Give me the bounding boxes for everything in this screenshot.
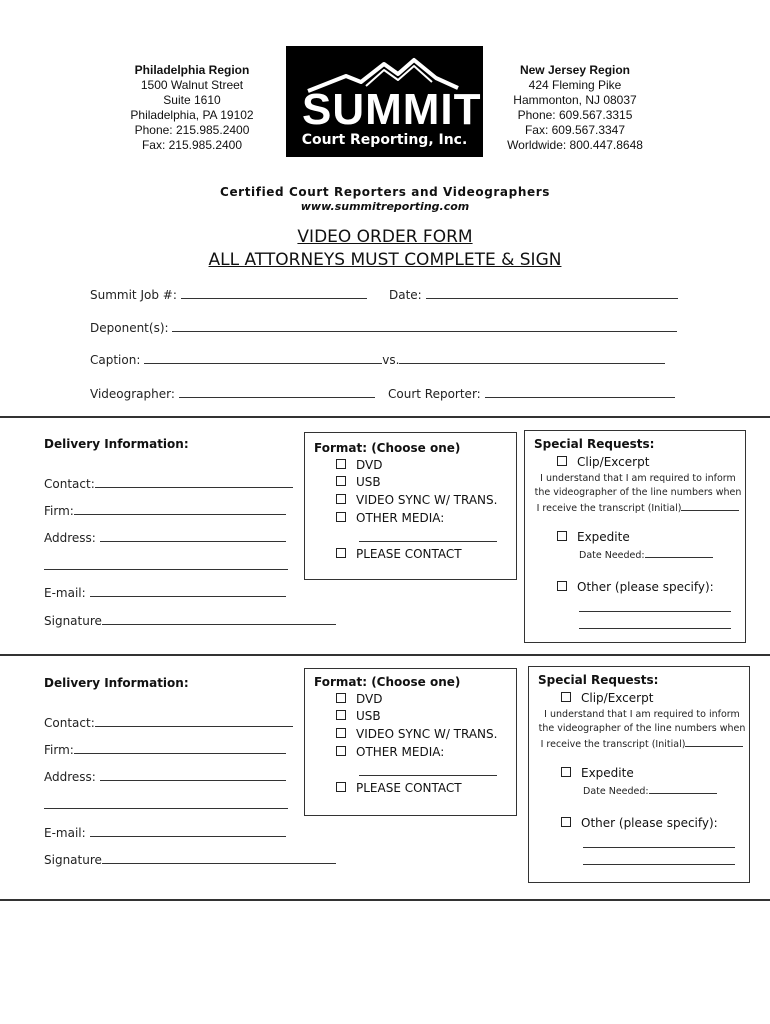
expedite-label: Expedite	[581, 766, 634, 780]
checkbox[interactable]	[336, 710, 346, 720]
address-line-2[interactable]	[44, 796, 288, 809]
format-heading: Format: (Choose one)	[314, 675, 461, 689]
date-needed-label: Date Needed:	[579, 550, 645, 561]
checkbox[interactable]	[557, 456, 567, 466]
clip-excerpt-option[interactable]	[561, 690, 653, 707]
checkbox[interactable]	[561, 817, 571, 827]
email-line[interactable]	[90, 584, 286, 597]
new-jersey-line: 424 Fleming Pike	[528, 78, 622, 92]
checkbox[interactable]	[336, 746, 346, 756]
job-number-label: Summit Job #:	[90, 288, 177, 302]
date-needed-line[interactable]	[645, 547, 713, 558]
clip-note-line: I receive the transcript (Initial)	[540, 739, 686, 750]
other-label: Other (please specify):	[581, 816, 718, 830]
address-line-2-field[interactable]	[44, 557, 288, 573]
new-jersey-line: Worldwide: 800.447.8648	[507, 138, 643, 152]
initial-line[interactable]	[685, 736, 743, 747]
clip-note-line: the videographer of the line numbers when	[534, 487, 742, 498]
section-divider	[0, 899, 770, 901]
firm-label: Firm:	[44, 743, 74, 757]
date-label: Date:	[389, 288, 422, 302]
signature-field[interactable]	[44, 612, 336, 628]
format-option-label: USB	[356, 475, 381, 489]
address-label: Address:	[44, 770, 96, 784]
caption-label: Caption:	[90, 353, 141, 367]
checkbox[interactable]	[336, 693, 346, 703]
initial-line[interactable]	[681, 500, 739, 511]
checkbox[interactable]	[336, 494, 346, 504]
videographer-line[interactable]	[179, 385, 375, 398]
date-needed-label: Date Needed:	[583, 786, 649, 797]
firm-label: Firm:	[44, 504, 74, 518]
checkbox[interactable]	[336, 782, 346, 792]
checkbox[interactable]	[557, 531, 567, 541]
deponent-line[interactable]	[172, 319, 677, 332]
format-box	[304, 668, 517, 816]
signature-label: Signature	[44, 853, 102, 867]
delivery-heading: Delivery Information:	[44, 437, 189, 451]
other-line-1[interactable]	[579, 611, 731, 612]
form-subtitle: ALL ATTORNEYS MUST COMPLETE & SIGN	[208, 250, 562, 270]
clip-excerpt-label: Clip/Excerpt	[581, 691, 654, 705]
format-heading: Format: (Choose one)	[314, 441, 461, 455]
new-jersey-region-name: New Jersey Region	[519, 63, 631, 77]
email-line[interactable]	[90, 824, 286, 837]
job-number-line[interactable]	[181, 286, 367, 299]
address-line[interactable]	[100, 529, 286, 542]
format-option-dvd[interactable]	[336, 691, 382, 708]
checkbox[interactable]	[557, 581, 567, 591]
format-option-sync[interactable]	[336, 726, 497, 743]
contact-label: Contact:	[44, 716, 95, 730]
contact-label: Contact:	[44, 477, 95, 491]
summit-logo	[286, 46, 483, 157]
clip-excerpt-label: Clip/Excerpt	[577, 455, 650, 469]
format-box	[304, 432, 517, 580]
clip-note	[537, 708, 747, 752]
special-requests-heading: Special Requests:	[538, 673, 659, 687]
other-option[interactable]	[557, 579, 714, 596]
address-line-2[interactable]	[44, 557, 288, 570]
other-line-1[interactable]	[583, 847, 735, 848]
special-requests-heading: Special Requests:	[534, 437, 655, 451]
philadelphia-region-name: Philadelphia Region	[134, 63, 250, 77]
address-line[interactable]	[100, 768, 286, 781]
format-option-sync[interactable]	[336, 492, 497, 509]
new-jersey-line: Fax: 609.567.3347	[524, 123, 626, 137]
format-option-label: VIDEO SYNC W/ TRANS.	[356, 727, 498, 741]
email-field[interactable]	[44, 584, 286, 600]
address-field[interactable]	[44, 529, 286, 545]
clip-note-line: I receive the transcript (Initial)	[536, 503, 682, 514]
court-reporter-label: Court Reporter:	[388, 387, 481, 401]
new-jersey-line: Hammonton, NJ 08037	[513, 93, 637, 107]
format-option-label: DVD	[356, 692, 383, 706]
signature-line[interactable]	[102, 851, 336, 864]
date-needed-line[interactable]	[649, 783, 717, 794]
caption-field[interactable]	[90, 351, 665, 367]
firm-line[interactable]	[74, 502, 286, 515]
caption-vs-line[interactable]	[399, 351, 665, 364]
clip-note-line: I understand that I am required to inform	[540, 473, 736, 484]
deponent-field[interactable]	[90, 319, 677, 335]
other-option[interactable]	[561, 815, 718, 832]
date-needed-field[interactable]	[583, 783, 717, 799]
firm-field[interactable]	[44, 502, 286, 518]
checkbox[interactable]	[561, 692, 571, 702]
format-option-other[interactable]	[336, 744, 444, 761]
philadelphia-line: Phone: 215.985.2400	[134, 123, 250, 137]
please-contact-label: PLEASE CONTACT	[356, 547, 462, 561]
philadelphia-line: Fax: 215.985.2400	[141, 138, 243, 152]
email-label: E-mail:	[44, 586, 86, 600]
philadelphia-line: Suite 1610	[163, 93, 221, 107]
other-media-line[interactable]	[359, 775, 497, 776]
form-title: VIDEO ORDER FORM	[297, 227, 473, 247]
format-option-label: OTHER MEDIA:	[356, 511, 445, 525]
expedite-option[interactable]	[561, 765, 634, 782]
please-contact-label: PLEASE CONTACT	[356, 781, 462, 795]
format-option-label: OTHER MEDIA:	[356, 745, 445, 759]
address-label: Address:	[44, 531, 96, 545]
philadelphia-line: Philadelphia, PA 19102	[130, 108, 254, 122]
firm-field[interactable]	[44, 741, 286, 757]
format-option-contact[interactable]	[336, 546, 462, 563]
checkbox[interactable]	[561, 767, 571, 777]
new-jersey-address	[494, 63, 656, 153]
expedite-option[interactable]	[557, 529, 630, 546]
signature-field[interactable]	[44, 851, 336, 867]
checkbox[interactable]	[336, 459, 346, 469]
checkbox[interactable]	[336, 548, 346, 558]
format-option-usb[interactable]	[336, 708, 381, 725]
clip-excerpt-option[interactable]	[557, 454, 649, 471]
format-option-usb[interactable]	[336, 474, 381, 491]
other-line-2[interactable]	[583, 864, 735, 865]
format-option-dvd[interactable]	[336, 457, 382, 474]
format-option-label: USB	[356, 709, 381, 723]
email-field[interactable]	[44, 824, 286, 840]
other-label: Other (please specify):	[577, 580, 714, 594]
court-reporter-field[interactable]	[388, 385, 675, 401]
new-jersey-line: Phone: 609.567.3315	[517, 108, 633, 122]
vs-label: vs.	[382, 353, 400, 367]
clip-note-line: I understand that I am required to inform	[544, 709, 740, 720]
other-media-line[interactable]	[359, 541, 497, 542]
videographer-label: Videographer:	[90, 387, 175, 401]
caption-line[interactable]	[144, 351, 382, 364]
website: www.summitreporting.com	[300, 200, 470, 213]
email-label: E-mail:	[44, 826, 86, 840]
contact-field[interactable]	[44, 714, 293, 730]
other-line-2[interactable]	[579, 628, 731, 629]
philadelphia-line: 1500 Walnut Street	[140, 78, 244, 92]
format-option-label: VIDEO SYNC W/ TRANS.	[356, 493, 498, 507]
expedite-label: Expedite	[577, 530, 630, 544]
logo-wordmark: SUMMIT	[302, 85, 482, 134]
contact-line[interactable]	[95, 475, 293, 488]
contact-field[interactable]	[44, 475, 293, 491]
videographer-field[interactable]	[90, 385, 375, 401]
signature-line[interactable]	[102, 612, 336, 625]
court-reporter-line[interactable]	[485, 385, 675, 398]
special-requests-box	[524, 430, 746, 643]
deponent-label: Deponent(s):	[90, 321, 169, 335]
checkbox[interactable]	[336, 476, 346, 486]
philadelphia-address	[112, 63, 272, 153]
delivery-heading: Delivery Information:	[44, 676, 189, 690]
clip-note	[533, 472, 743, 516]
format-option-label: DVD	[356, 458, 383, 472]
logo-subtitle: Court Reporting, Inc.	[301, 132, 468, 148]
format-option-other[interactable]	[336, 510, 444, 527]
format-option-contact[interactable]	[336, 780, 462, 797]
date-line[interactable]	[426, 286, 678, 299]
order-section-1	[0, 418, 770, 654]
tagline: Certified Court Reporters and Videographers	[220, 185, 550, 199]
contact-line[interactable]	[95, 714, 293, 727]
checkbox[interactable]	[336, 728, 346, 738]
date-field[interactable]	[389, 286, 678, 302]
special-requests-box	[528, 666, 750, 883]
signature-label: Signature	[44, 614, 102, 628]
date-needed-field[interactable]	[579, 547, 713, 563]
clip-note-line: the videographer of the line numbers when	[538, 723, 746, 734]
address-line-2-field[interactable]	[44, 796, 288, 812]
firm-line[interactable]	[74, 741, 286, 754]
order-section-2	[0, 656, 770, 896]
address-field[interactable]	[44, 768, 286, 784]
job-number-field[interactable]	[90, 286, 367, 302]
checkbox[interactable]	[336, 512, 346, 522]
